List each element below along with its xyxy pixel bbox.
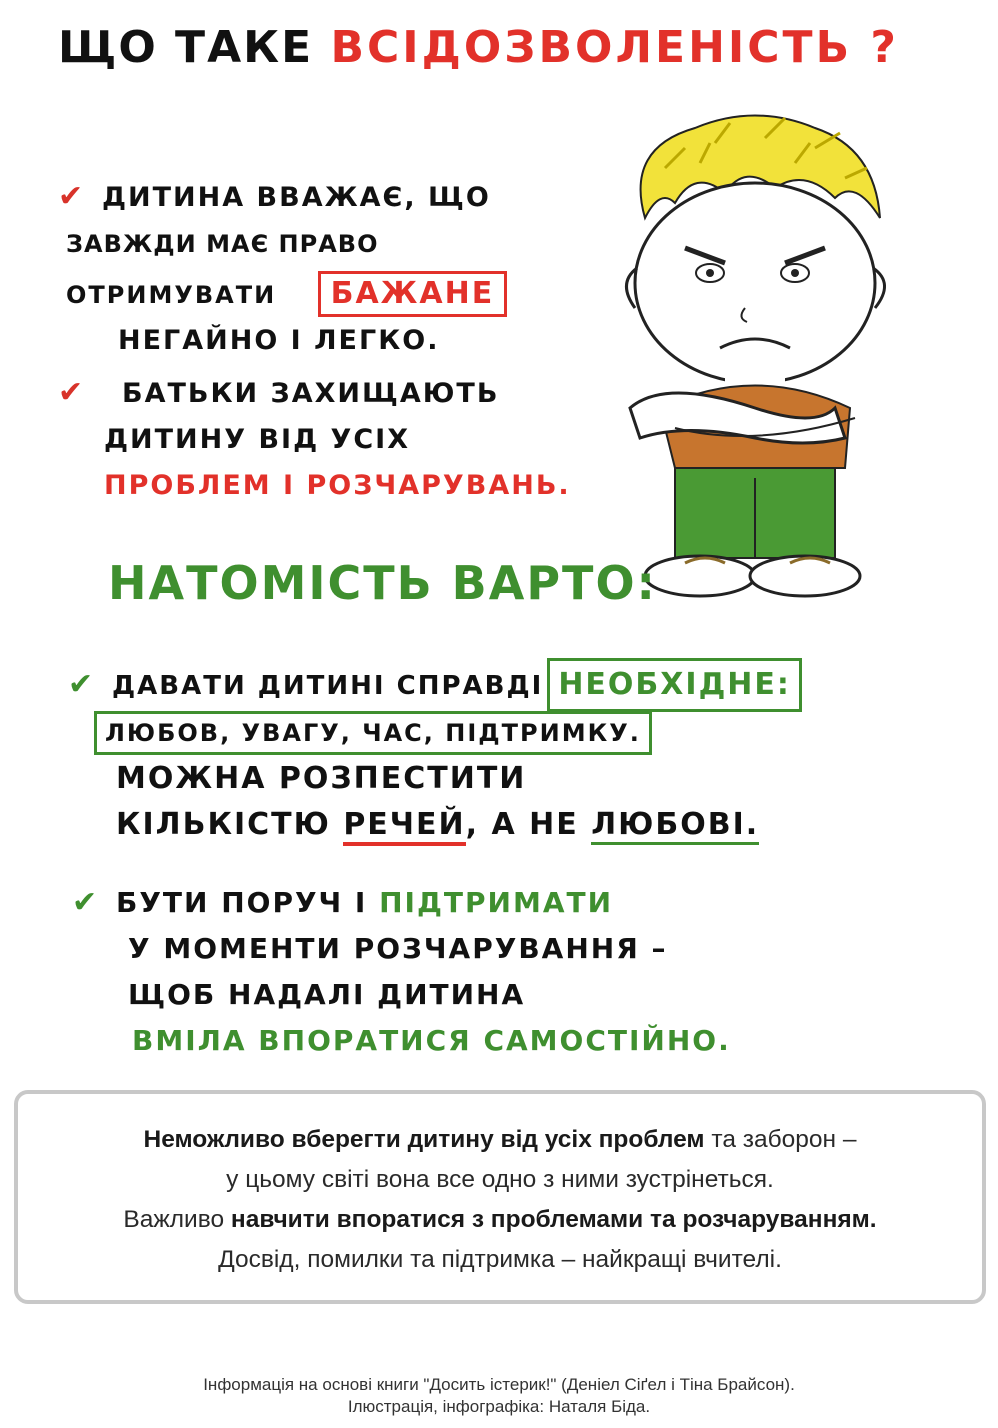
point-4-line-3: ЩОБ НАДАЛІ ДИТИНА: [128, 978, 526, 1011]
needs-list-boxed: ЛЮБОВ, УВАГУ, ЧАС, ПІДТРИМКУ.: [94, 711, 652, 755]
page-title: [58, 22, 899, 73]
point-4-line-2: У МОМЕНТИ РОЗЧАРУВАННЯ –: [128, 932, 668, 965]
desired-boxed: БАЖАНЕ: [318, 271, 508, 317]
summary-line-2: у цьому світі вона все одно з ними зустрінеться.: [226, 1166, 774, 1193]
title-highlight: ВСІДОЗВОЛЕНІСТЬ ?: [330, 22, 899, 73]
check-mark-icon: ✔: [58, 375, 86, 410]
point-4-line-1b: ПІДТРИМАТИ: [379, 886, 614, 919]
summary-line-3-plain: Важливо: [123, 1206, 231, 1233]
necessary-boxed: НЕОБХІДНЕ:: [547, 658, 802, 712]
point-2: [58, 370, 571, 509]
title-prefix: ЩО ТАКЕ: [58, 22, 314, 73]
point-4-line-1a: БУТИ ПОРУЧ І: [116, 886, 368, 919]
instead-heading: НАТОМІСТЬ ВАРТО:: [108, 556, 657, 610]
point-3-line-1: ДАВАТИ ДИТИНІ СПРАВДІ: [112, 671, 544, 701]
check-mark-icon: ✔: [58, 179, 86, 214]
summary-line-1-rest: та заборон –: [704, 1126, 857, 1153]
point-2-line-3: ПРОБЛЕМ І РОЗЧАРУВАНЬ.: [104, 470, 571, 501]
point-2-line-2: ДИТИНУ ВІД УСІХ: [104, 424, 411, 455]
point-3-line-3: МОЖНА РОЗПЕСТИТИ: [116, 761, 527, 796]
summary-line-3-bold: навчити впоратися з проблемами та розчаруванням.: [230, 1206, 877, 1233]
love-underlined: ЛЮБОВІ.: [591, 807, 759, 845]
point-1-line-2: ЗАВЖДИ МАЄ ПРАВО: [66, 230, 379, 258]
check-mark-icon: ✔: [72, 885, 100, 920]
point-1: [58, 174, 507, 364]
summary-line-3: [18, 1200, 982, 1240]
summary-line-1: [18, 1120, 982, 1160]
point-2-line-1: БАТЬКИ ЗАХИЩАЮТЬ: [122, 378, 500, 409]
footer-credits: [0, 1374, 998, 1418]
summary-box: [14, 1090, 986, 1304]
point-3-line-4a: КІЛЬКІСТЮ: [116, 807, 331, 842]
point-1-line-3: ОТРИМУВАТИ: [66, 281, 277, 309]
point-4: [72, 880, 731, 1064]
point-3-line-4c: , А НЕ: [465, 807, 579, 842]
footer-source: Інформація на основі книги "Досить істерик!" (Деніел Сіґел і Тіна Брайсон).: [203, 1375, 795, 1394]
point-4-line-4: ВМІЛА ВПОРАТИСЯ САМОСТІЙНО.: [132, 1024, 731, 1057]
point-3: [68, 658, 802, 848]
footer-author: Ілюстрація, інфографіка: Наталя Біда.: [347, 1397, 651, 1416]
summary-line-1-bold: Неможливо вберегти дитину від усіх проблем: [143, 1126, 705, 1153]
point-1-line-4: НЕГАЙНО І ЛЕГКО.: [118, 325, 440, 356]
grumpy-boy-illustration: [605, 108, 905, 613]
point-1-line-1: ДИТИНА ВВАЖАЄ, ЩО: [102, 182, 491, 213]
things-underlined: РЕЧЕЙ: [343, 807, 465, 846]
summary-line-4: Досвід, помилки та підтримка – найкращі вчителі.: [218, 1246, 782, 1273]
check-mark-icon: ✔: [68, 667, 96, 702]
